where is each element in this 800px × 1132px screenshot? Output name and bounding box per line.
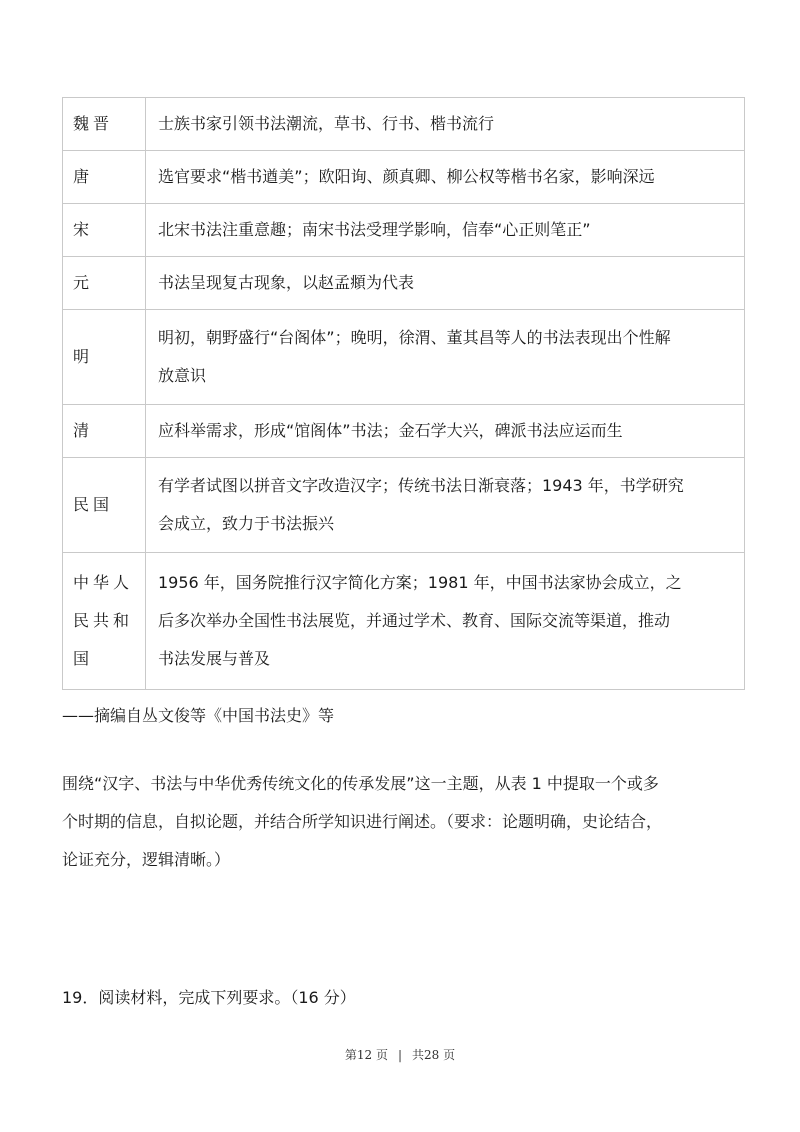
- period-cell: [63, 151, 146, 204]
- essay-prompt: [62, 765, 662, 879]
- description-cell: [146, 204, 745, 257]
- period-text: 魏晋: [73, 114, 114, 133]
- description-text: 书法呈现复古现象，以赵孟頫为代表: [158, 273, 415, 292]
- period-cell: [63, 257, 146, 310]
- period-cell: [63, 405, 146, 458]
- description-cell: [146, 553, 745, 690]
- description-text: 书法发展与普及: [158, 649, 271, 668]
- period-cell: [63, 98, 146, 151]
- period-text: 唐: [73, 167, 94, 186]
- total-pages: 共28 页: [412, 1048, 456, 1062]
- prompt-line: 围绕“汉字、书法与中华优秀传统文化的传承发展”这一主题，从表 1 中提取一个或多: [62, 774, 659, 793]
- prompt-line: 个时期的信息，自拟论题，并结合所学知识进行阐述。（要求：论题明确，史论结合，: [62, 812, 663, 831]
- description-text: 后多次举办全国性书法展览，并通过学术、教育、国际交流等渠道，推动: [158, 611, 671, 630]
- description-text: 会成立，致力于书法振兴: [158, 514, 335, 533]
- description-cell: [146, 310, 745, 405]
- history-table: [62, 97, 745, 690]
- period-text: 宋: [73, 220, 94, 239]
- page-footer: [0, 1046, 800, 1063]
- description-cell: [146, 98, 745, 151]
- table-row: [63, 458, 745, 553]
- description-text: 应科举需求，形成“馆阁体”书法；金石学大兴，碑派书法应运而生: [158, 421, 623, 440]
- period-cell: [63, 553, 146, 690]
- question-heading: 19．阅读材料，完成下列要求。（16 分）: [62, 988, 356, 1007]
- source-citation: ——摘编自丛文俊等《中国书法史》等: [62, 706, 335, 725]
- period-text: 民国: [73, 495, 114, 514]
- period-cell: [63, 310, 146, 405]
- description-cell: [146, 405, 745, 458]
- footer-separator: |: [397, 1048, 403, 1062]
- description-text: 士族书家引领书法潮流，草书、行书、楷书流行: [158, 114, 495, 133]
- period-cell: [63, 458, 146, 553]
- description-text: 明初，朝野盛行“台阁体”；晚明，徐渭、董其昌等人的书法表现出个性解: [158, 328, 671, 347]
- description-cell: [146, 151, 745, 204]
- period-text: 清: [73, 421, 94, 440]
- prompt-line: 论证充分，逻辑清晰。）: [62, 850, 231, 869]
- description-text: 选官要求“楷书遒美”；欧阳询、颜真卿、柳公权等楷书名家，影响深远: [158, 167, 655, 186]
- period-text: 元: [73, 273, 94, 292]
- table-row: [63, 151, 745, 204]
- description-text: 有学者试图以拼音文字改造汉字；传统书法日渐衰落；1943 年，书学研究: [158, 476, 684, 495]
- table-row: [63, 98, 745, 151]
- table-row: [63, 257, 745, 310]
- period-text: 民共和: [73, 611, 134, 630]
- period-text: 国: [73, 649, 94, 668]
- period-text: 明: [73, 347, 94, 366]
- description-cell: [146, 257, 745, 310]
- page-number: 第12 页: [344, 1048, 388, 1062]
- table-row: [63, 204, 745, 257]
- table-row: [63, 310, 745, 405]
- description-text: 1956 年，国务院推行汉字简化方案；1981 年，中国书法家协会成立，之: [158, 573, 682, 592]
- period-text: 中华人: [73, 573, 134, 592]
- table-row: [63, 553, 745, 690]
- description-text: 放意识: [158, 366, 207, 385]
- description-text: 北宋书法注重意趣；南宋书法受理学影响，信奉“心正则笔正”: [158, 220, 591, 239]
- period-cell: [63, 204, 146, 257]
- description-cell: [146, 458, 745, 553]
- table-row: [63, 405, 745, 458]
